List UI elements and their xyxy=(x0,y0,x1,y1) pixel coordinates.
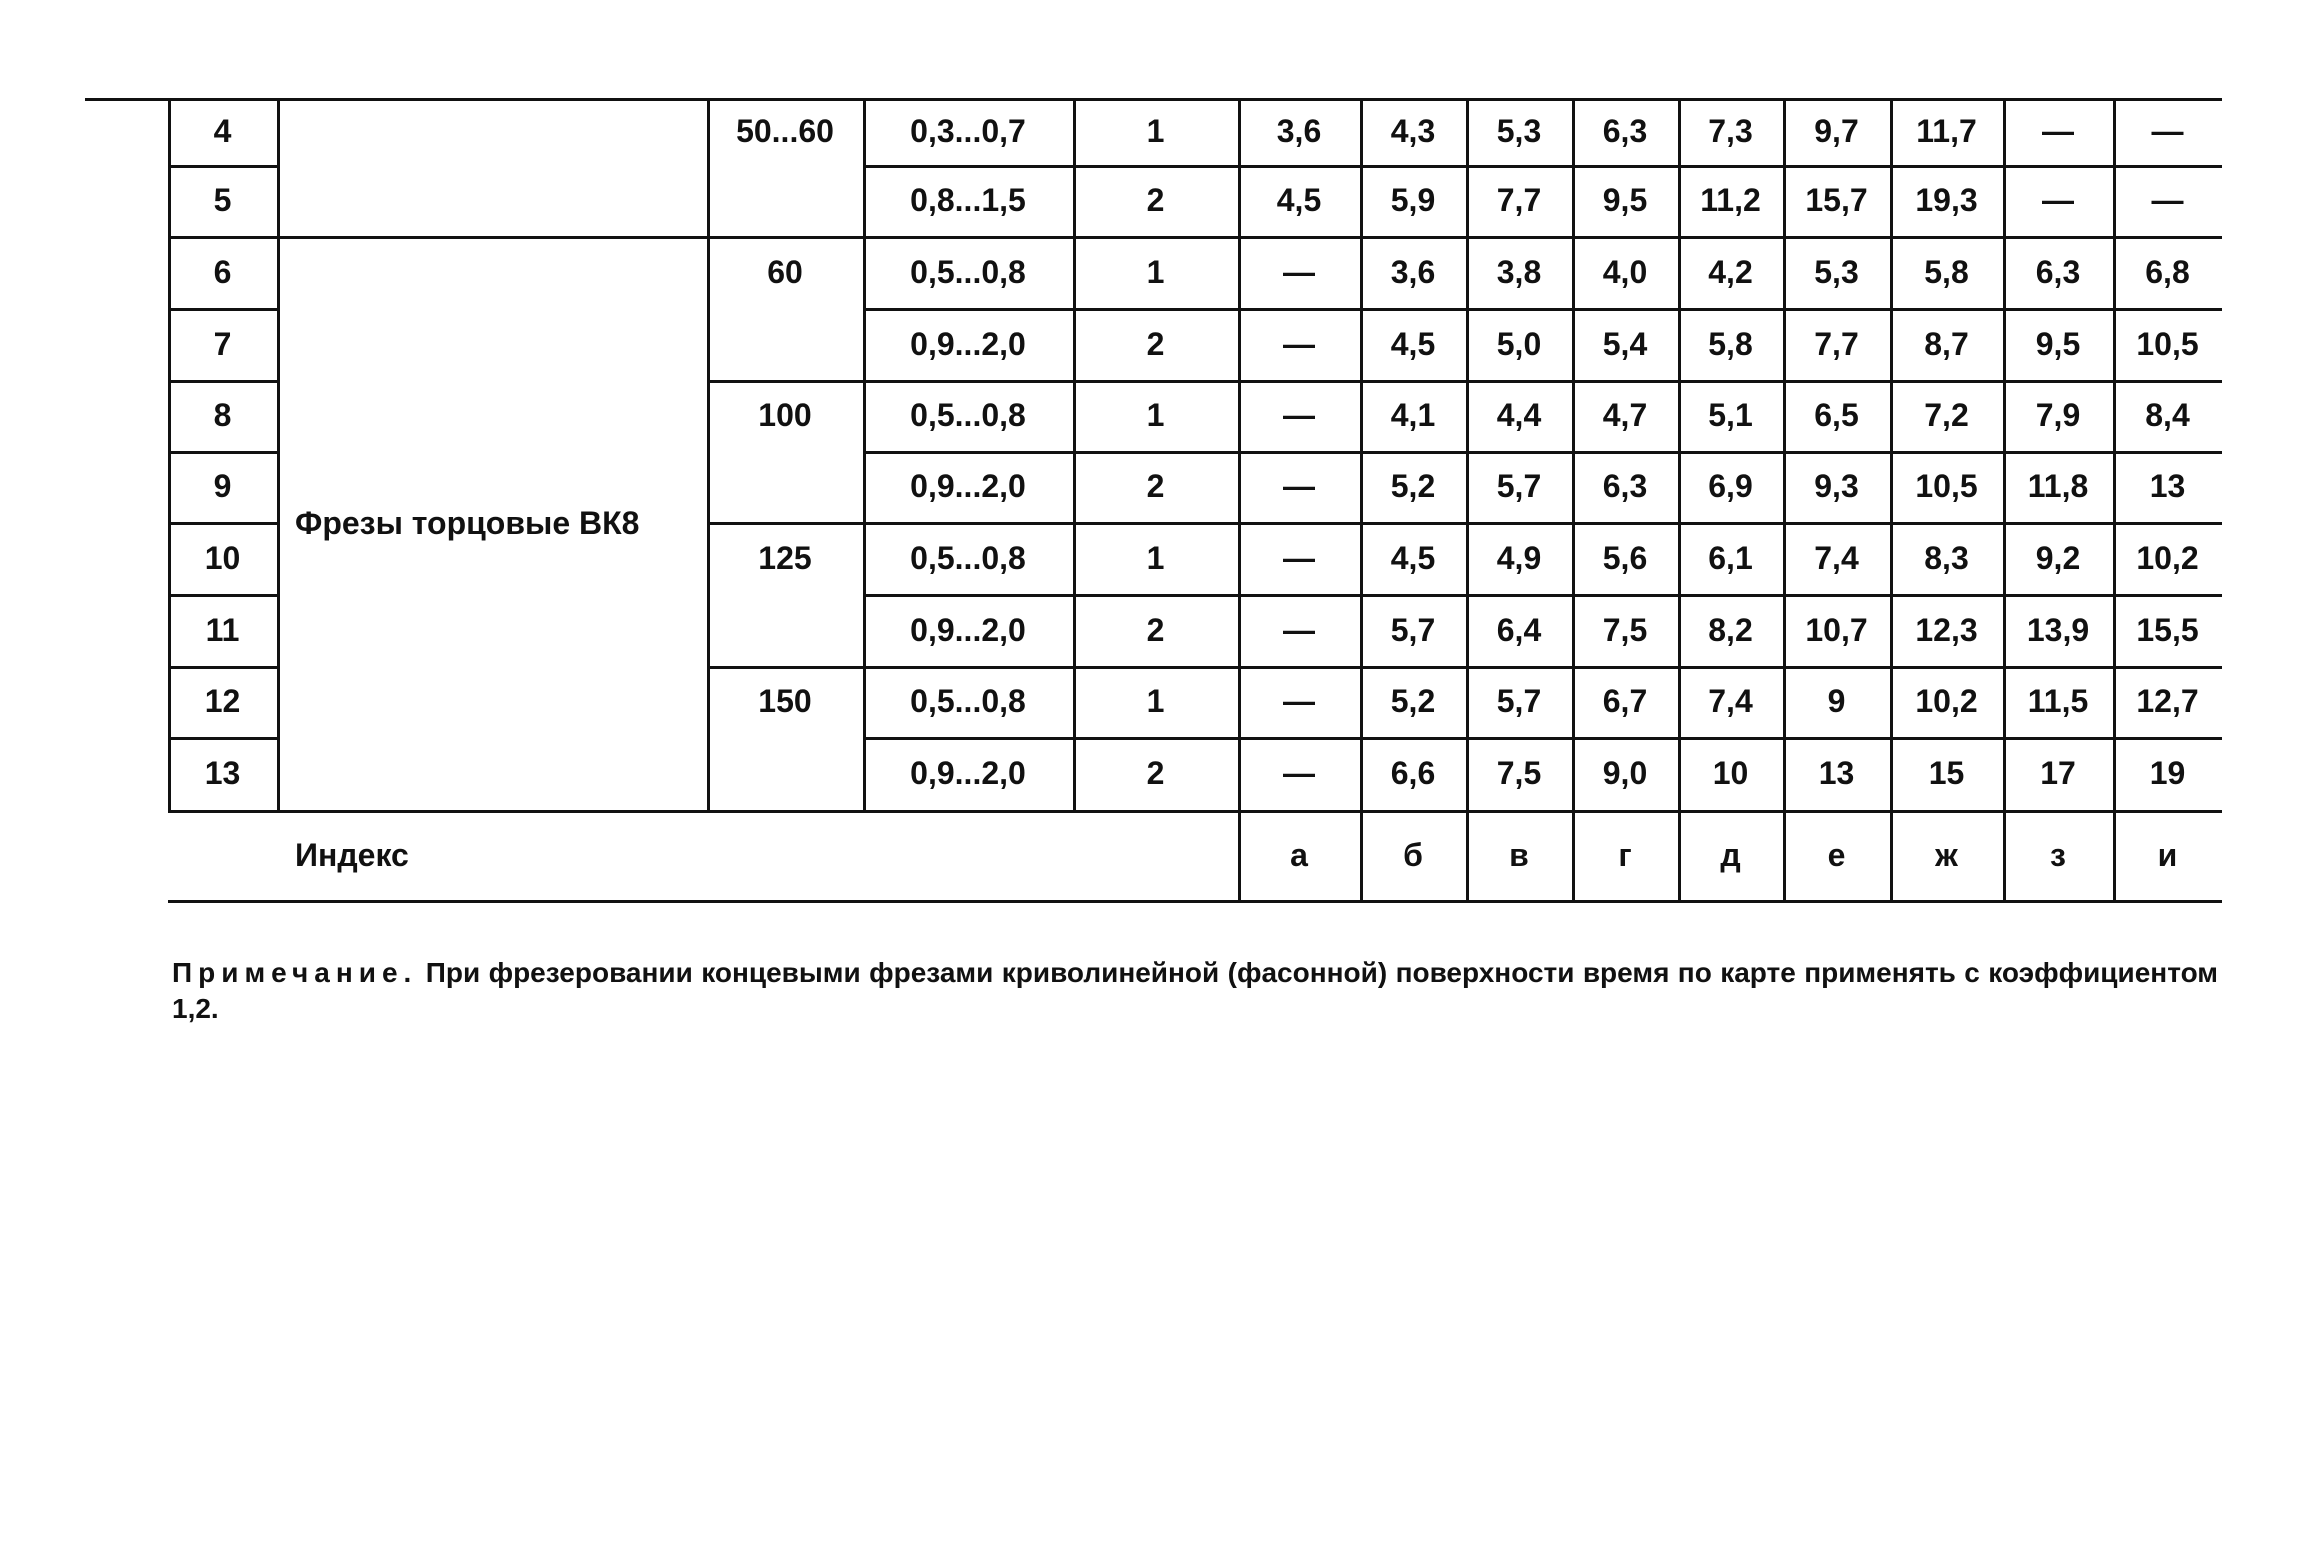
time-value: 19 xyxy=(2149,755,2186,791)
index-letter: и xyxy=(2157,836,2178,873)
time-value: 5,1 xyxy=(1708,397,1753,433)
time-value: 4,1 xyxy=(1390,397,1436,433)
time-value: 6,3 xyxy=(2035,253,2081,290)
time-value: 10,7 xyxy=(1805,611,1868,648)
time-value: 9,7 xyxy=(1814,113,1859,149)
time-value: 3,6 xyxy=(1276,113,1322,149)
time-value: 15,7 xyxy=(1805,182,1868,218)
time-value: 4,4 xyxy=(1496,397,1542,433)
time-value: 7,9 xyxy=(2035,397,2081,433)
note-lead: Примечание. xyxy=(172,957,418,988)
index-letter: е xyxy=(1827,836,1846,873)
time-value: 17 xyxy=(2040,755,2076,791)
cut-depth: 0,9...2,0 xyxy=(910,611,1026,648)
cut-depth: 0,9...2,0 xyxy=(910,468,1026,504)
time-value: 6,5 xyxy=(1814,397,1859,433)
time-value: 15 xyxy=(1928,755,1965,791)
time-value: 5,0 xyxy=(1496,325,1542,362)
time-value: 4,7 xyxy=(1602,397,1648,433)
time-value: 10,2 xyxy=(2136,539,2199,576)
time-value: 12,3 xyxy=(1915,611,1978,648)
time-value: 7,4 xyxy=(1708,683,1753,719)
time-value: — xyxy=(1283,325,1315,362)
pass-count: 1 xyxy=(1146,539,1165,576)
time-value: 9,2 xyxy=(2035,539,2081,576)
row-number: 9 xyxy=(213,468,232,504)
time-value: 10,5 xyxy=(2136,325,2199,362)
time-value: 3,6 xyxy=(1390,253,1436,290)
time-value: 7,7 xyxy=(1496,182,1542,218)
time-value: 4,3 xyxy=(1390,113,1436,149)
time-value: — xyxy=(1283,539,1315,576)
pass-count: 2 xyxy=(1146,755,1165,791)
row-number: 6 xyxy=(213,253,232,290)
cut-depth: 0,3...0,7 xyxy=(910,113,1026,149)
time-value: 4,5 xyxy=(1276,182,1322,218)
time-value: 9,0 xyxy=(1602,755,1648,791)
time-value: 5,3 xyxy=(1496,113,1542,149)
time-value: 7,7 xyxy=(1814,325,1859,362)
cut-depth: 0,9...2,0 xyxy=(910,325,1026,362)
time-value: 6,8 xyxy=(2145,253,2190,290)
time-value: 6,4 xyxy=(1496,611,1542,648)
time-value: 6,6 xyxy=(1390,755,1436,791)
time-value: 9,5 xyxy=(2035,325,2081,362)
time-value: 5,7 xyxy=(1496,683,1542,719)
tool-diameter: 60 xyxy=(767,253,803,290)
time-value: 5,2 xyxy=(1390,468,1436,504)
time-value: 8,7 xyxy=(1924,325,1969,362)
time-value: 13 xyxy=(1818,755,1855,791)
time-value: 9,3 xyxy=(1814,468,1859,504)
time-value: 7,4 xyxy=(1814,539,1859,576)
time-value: 9 xyxy=(1827,683,1846,719)
time-value: 11,7 xyxy=(1916,113,1977,149)
time-value: 3,8 xyxy=(1496,253,1542,290)
row-number: 4 xyxy=(213,113,232,149)
index-letter: д xyxy=(1720,836,1741,873)
cut-depth: 0,5...0,8 xyxy=(910,539,1026,576)
time-value: 5,7 xyxy=(1390,611,1436,648)
pass-count: 2 xyxy=(1146,468,1165,504)
time-value: 11,8 xyxy=(2027,468,2089,504)
time-value: 4,5 xyxy=(1390,539,1436,576)
time-value: 11,2 xyxy=(1700,182,1761,218)
pass-count: 1 xyxy=(1146,253,1165,290)
time-value: — xyxy=(1283,683,1315,719)
index-letter: г xyxy=(1618,836,1632,873)
time-value: 10,2 xyxy=(1915,683,1978,719)
row-number: 11 xyxy=(205,611,240,648)
tool-name: Фрезы торцовые ВК8 xyxy=(295,504,640,541)
time-value: 9,5 xyxy=(1602,182,1648,218)
time-value: 4,9 xyxy=(1496,539,1542,576)
time-value: 6,9 xyxy=(1708,468,1753,504)
time-value: 4,2 xyxy=(1708,253,1753,290)
time-value: 7,5 xyxy=(1496,755,1542,791)
time-value: — xyxy=(1283,397,1315,433)
row-number: 13 xyxy=(204,755,241,791)
time-value: 7,3 xyxy=(1708,113,1753,149)
time-value: 5,8 xyxy=(1924,253,1969,290)
row-number: 8 xyxy=(213,397,232,433)
time-value: 5,8 xyxy=(1708,325,1753,362)
pass-count: 1 xyxy=(1146,683,1165,719)
time-value: 13 xyxy=(2149,468,2186,504)
time-value: 5,4 xyxy=(1602,325,1648,362)
tool-diameter: 125 xyxy=(758,539,812,576)
time-value: 8,2 xyxy=(1708,611,1753,648)
time-value: — xyxy=(1283,468,1315,504)
time-value: — xyxy=(2151,113,2184,149)
time-value: — xyxy=(1283,611,1315,648)
time-value: — xyxy=(2042,182,2074,218)
time-value: 4,5 xyxy=(1390,325,1436,362)
time-value: 7,2 xyxy=(1924,397,1969,433)
index-letter: в xyxy=(1509,836,1529,873)
time-value: 5,6 xyxy=(1602,539,1648,576)
index-letter: з xyxy=(2050,836,2066,873)
cut-depth: 0,8...1,5 xyxy=(910,182,1026,218)
index-letter: а xyxy=(1290,836,1308,873)
pass-count: 2 xyxy=(1146,325,1165,362)
time-value: 5,7 xyxy=(1496,468,1542,504)
pass-count: 1 xyxy=(1146,397,1165,433)
time-value: 11,5 xyxy=(2027,683,2089,719)
time-value: 5,2 xyxy=(1390,683,1436,719)
time-value: 13,9 xyxy=(2026,611,2090,648)
index-label: Индекс xyxy=(295,836,409,873)
time-value: 8,4 xyxy=(2145,397,2190,433)
index-letter: ж xyxy=(1935,836,1958,873)
row-number: 10 xyxy=(204,539,241,576)
pass-count: 2 xyxy=(1146,182,1165,218)
cut-depth: 0,5...0,8 xyxy=(910,253,1026,290)
table-note xyxy=(172,955,2218,1027)
index-letter: б xyxy=(1403,836,1423,873)
time-value: 6,3 xyxy=(1602,113,1648,149)
cut-depth: 0,5...0,8 xyxy=(910,683,1026,719)
note-text: При фрезеровании концевыми фрезами криволинейной (фасонной) поверхности время по карте применять с коэффициентом 1,2. xyxy=(172,957,2219,1024)
time-value: 10,5 xyxy=(1915,468,1978,504)
cut-depth: 0,5...0,8 xyxy=(910,397,1026,433)
time-value: 6,3 xyxy=(1602,468,1648,504)
table-bottom-border xyxy=(168,900,2222,903)
time-value: 6,1 xyxy=(1708,539,1753,576)
time-value: — xyxy=(2042,113,2074,149)
time-value: 19,3 xyxy=(1915,182,1978,218)
time-value: 8,3 xyxy=(1924,539,1969,576)
time-value: 5,3 xyxy=(1814,253,1859,290)
pass-count: 2 xyxy=(1146,611,1165,648)
time-value: — xyxy=(1283,253,1315,290)
time-value: 5,9 xyxy=(1390,182,1436,218)
time-value: — xyxy=(1283,755,1315,791)
tool-diameter: 150 xyxy=(758,683,812,719)
time-value: 6,7 xyxy=(1602,683,1648,719)
row-number: 5 xyxy=(213,182,232,218)
time-value: 12,7 xyxy=(2136,683,2199,719)
time-value: 10 xyxy=(1712,755,1749,791)
time-value: 7,5 xyxy=(1602,611,1648,648)
pass-count: 1 xyxy=(1146,113,1165,149)
time-value: 4,0 xyxy=(1602,253,1648,290)
tool-diameter: 50...60 xyxy=(736,113,834,149)
time-value: — xyxy=(2151,182,2184,218)
row-number: 7 xyxy=(213,325,232,362)
time-value: 15,5 xyxy=(2136,611,2199,648)
cut-depth: 0,9...2,0 xyxy=(910,755,1026,791)
row-number: 12 xyxy=(204,683,241,719)
tool-diameter: 100 xyxy=(758,397,812,433)
